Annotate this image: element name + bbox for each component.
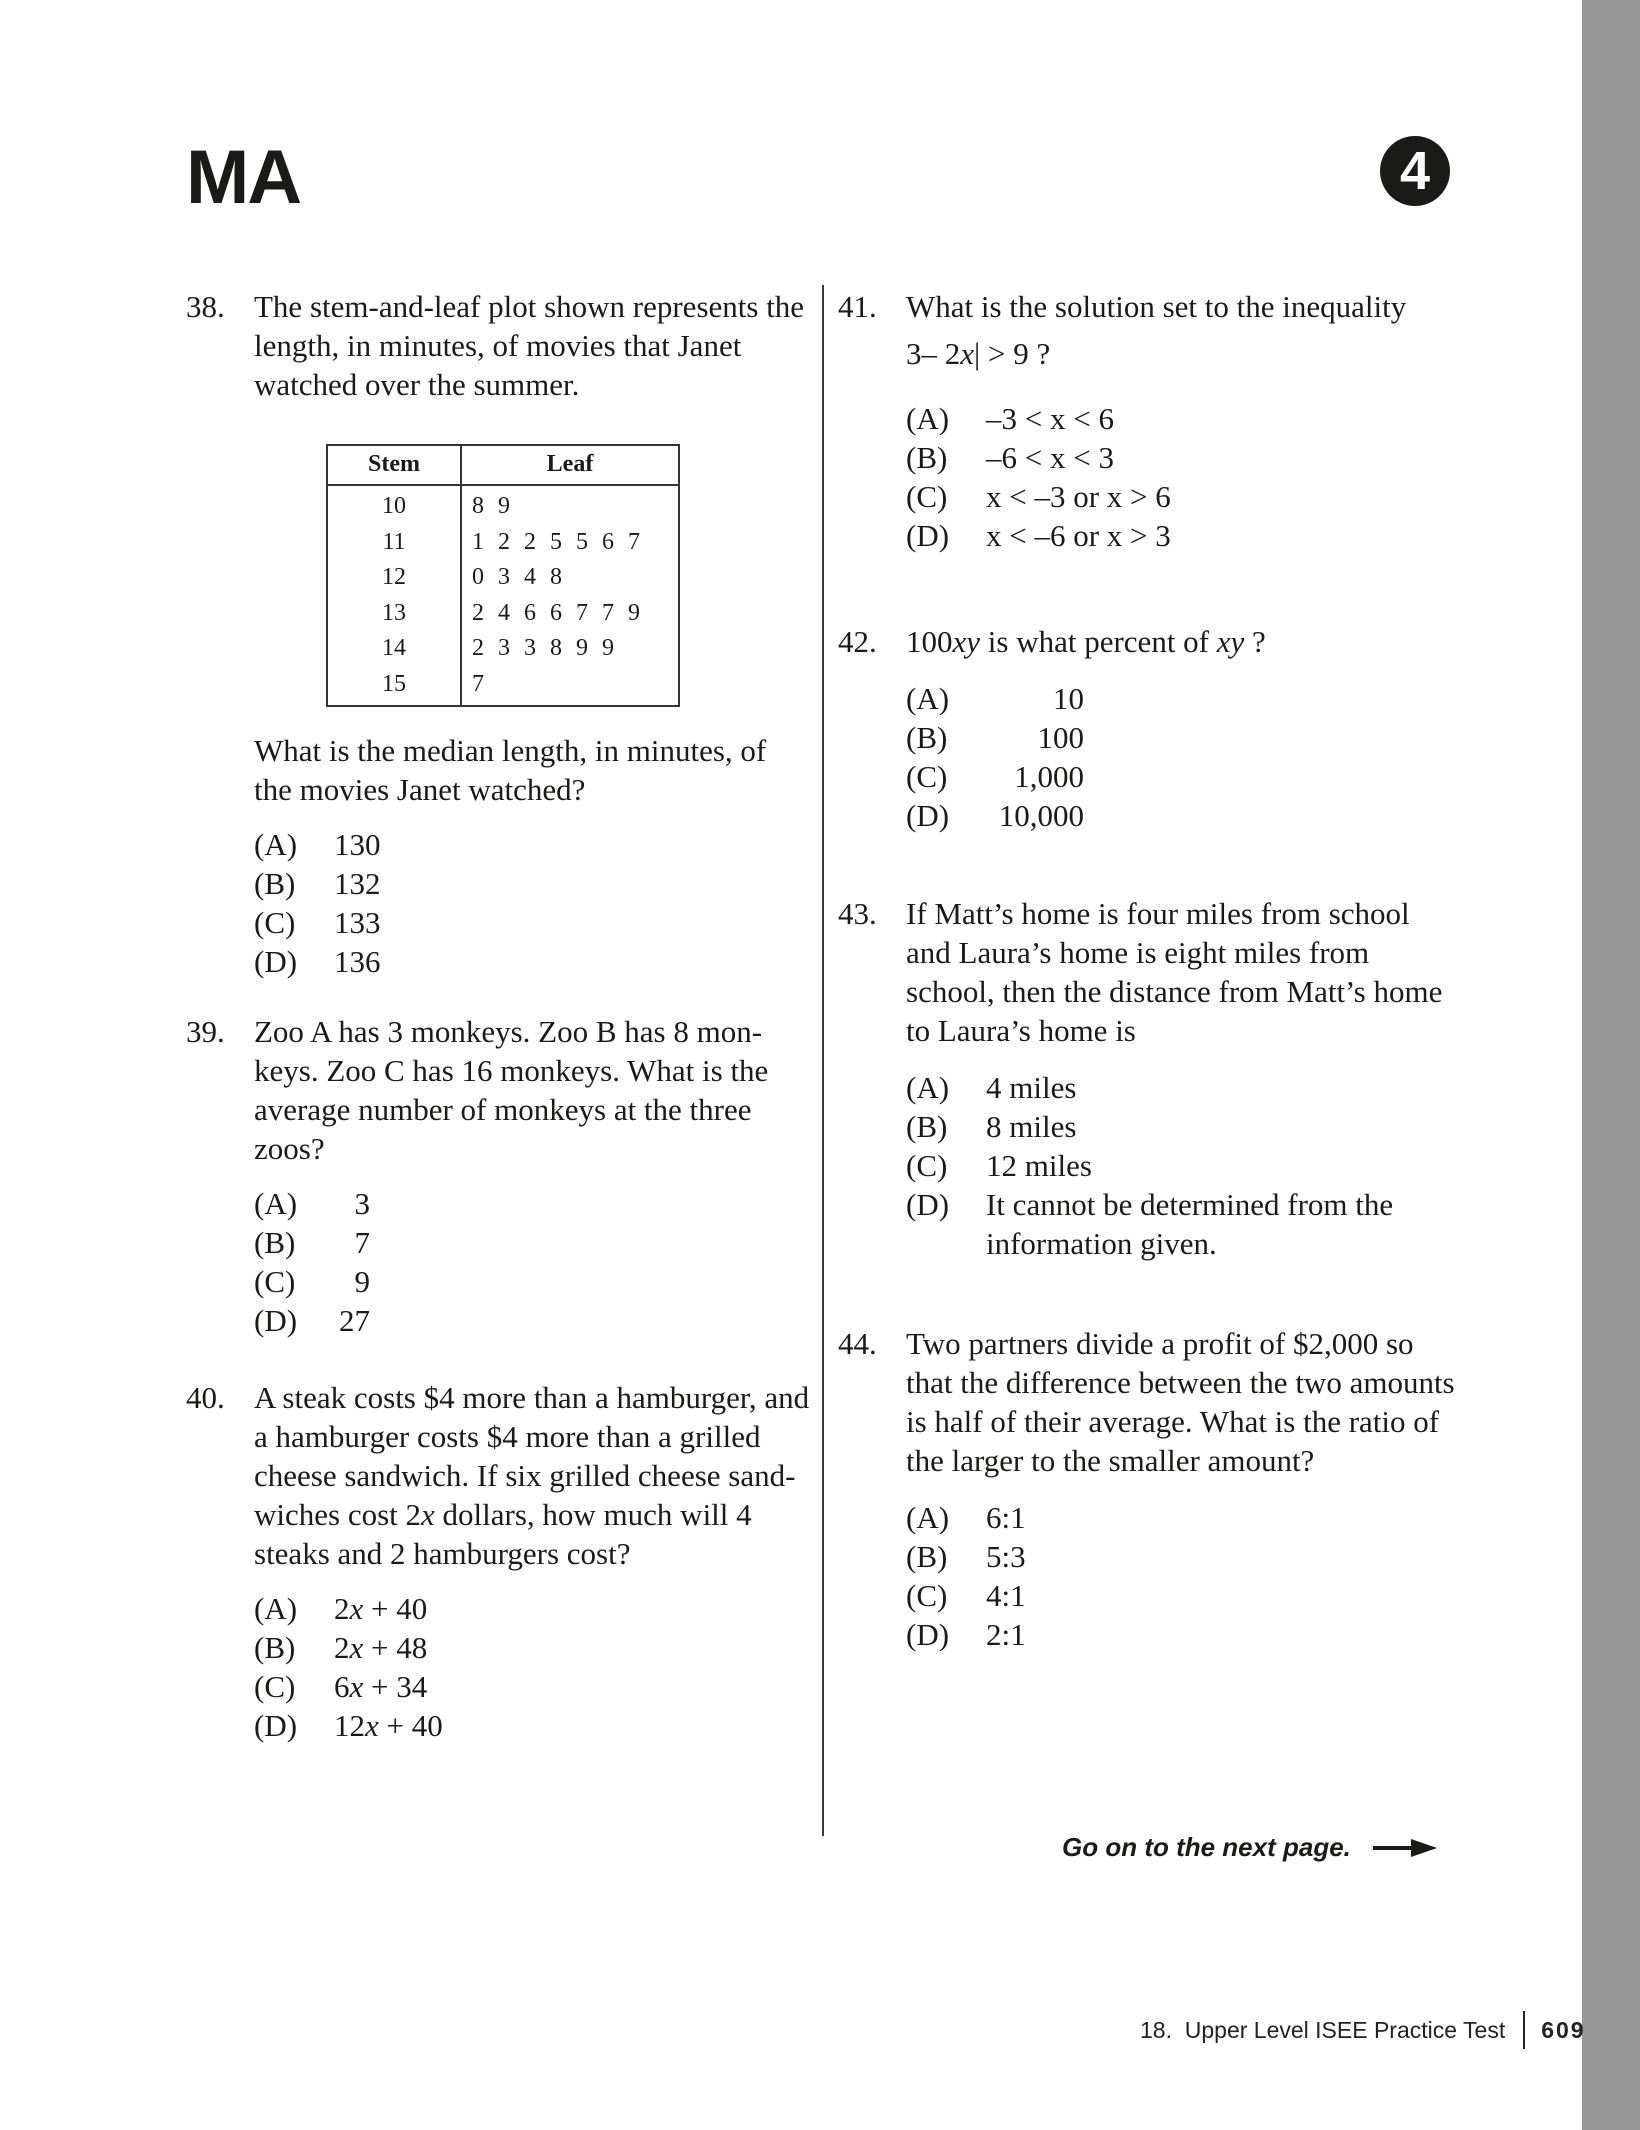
choice-letter: (B) [254,1630,296,1665]
stem-cell: 15 [327,667,461,707]
question-number: 39. [186,1014,225,1049]
choice-letter: (D) [906,518,950,553]
choice-value: –6 < x < 3 [986,440,1114,475]
answer-choices [254,1184,806,1340]
variable: x [349,1669,364,1704]
section-number-badge: 4 [1380,136,1450,206]
choice-value [334,1589,427,1628]
text-segment: ? [1244,624,1266,659]
coefficient: 2 [334,1591,350,1626]
question-number: 38. [186,289,225,324]
leaf-cell: 8 9 [461,485,679,525]
answer-choice-d[interactable] [906,516,1458,555]
stem-cell: 10 [327,485,461,525]
variable: xy [952,624,981,659]
coefficient: 6 [334,1669,350,1704]
choice-letter: (A) [254,1186,298,1221]
constant-term: + 40 [378,1708,443,1743]
question-text [254,1378,826,1573]
variable: x [421,1497,435,1532]
inequality-expression [906,334,1458,373]
question-39 [186,1012,806,1340]
constant-term: + 48 [363,1630,428,1665]
coefficient: 12 [334,1708,365,1743]
choice-value: 10,000 [998,798,1084,833]
question-42 [838,622,1458,835]
choice-letter: (B) [906,1109,948,1144]
answer-choice-a[interactable] [254,825,806,864]
text-segment: dollars, how much will 4 steaks and 2 hamburgers cost? [254,1497,752,1571]
leaf-cell: 0 3 4 8 [461,560,679,596]
choice-letter: (A) [906,1500,950,1535]
question-40 [186,1378,826,1745]
choice-value: 10 [1053,681,1084,716]
answer-choice-d[interactable] [906,1185,1458,1263]
choice-letter: (B) [906,1539,948,1574]
answer-choices [906,1068,1458,1263]
table-row [327,596,679,632]
answer-choices [906,399,1458,555]
choice-letter: (A) [906,681,950,716]
variable: x [365,1708,379,1743]
leaf-cell: 1 2 2 5 5 6 7 [461,525,679,561]
next-page-label: Go on to the next page. [1062,1832,1351,1862]
question-number: 41. [838,289,877,324]
table-row [327,631,679,667]
choice-value: 133 [334,905,381,940]
next-page-prompt[interactable] [1062,1832,1437,1863]
choice-value: It cannot be determined from the information given. [986,1187,1394,1261]
answer-choice-a[interactable] [906,1498,1458,1537]
variable: x [349,1591,364,1626]
question-followup-text: What is the median length, in minutes, of the movies Janet watched? [254,733,767,807]
answer-choice-a[interactable] [906,1068,1458,1107]
section-title: MA [186,135,301,220]
choice-value: x < –6 or x > 3 [986,518,1171,553]
table-row [327,485,679,525]
page-edge-tab [1582,0,1640,2130]
choice-value: 4 miles [986,1070,1077,1105]
table-row [327,525,679,561]
constant-term: + 34 [363,1669,428,1704]
choice-letter: (C) [906,479,948,514]
footer-divider [1523,2011,1525,2049]
answer-choice-a[interactable] [254,1184,806,1223]
answer-choice-c[interactable] [906,1576,1458,1615]
choice-value: 4:1 [986,1578,1026,1613]
constant-term: + 40 [363,1591,428,1626]
answer-choice-b[interactable] [906,718,1458,757]
question-text: If Matt’s home is four miles from school and Laura’s home is eight miles from school, then the distance from Matt’s home to Laura’s home is [906,896,1443,1048]
question-number: 44. [838,1326,877,1361]
arrow-right-icon [1373,1836,1437,1860]
variable: x [960,336,975,371]
answer-choice-c[interactable] [254,1667,826,1706]
choice-letter: (A) [254,1591,298,1626]
answer-choice-a[interactable] [906,399,1458,438]
stem-cell: 14 [327,631,461,667]
answer-choice-d[interactable] [254,1301,806,1340]
choice-value: 12 miles [986,1148,1092,1183]
choice-value: 136 [334,944,381,979]
stem-cell: 11 [327,525,461,561]
leaf-header: Leaf [461,445,679,485]
stem-cell: 13 [327,596,461,632]
question-number: 42. [838,624,877,659]
text-segment: | > 9 ? [974,336,1051,371]
choice-letter: (A) [906,401,950,436]
answer-choice-a[interactable] [254,1589,826,1628]
question-number: 43. [838,896,877,931]
choice-value [334,1628,427,1667]
stem-and-leaf-table [326,444,680,707]
choice-letter: (B) [254,866,296,901]
answer-choice-c[interactable] [906,1146,1458,1185]
choice-letter: (C) [906,759,948,794]
text-segment: 100 [906,624,953,659]
choice-value: 27 [339,1303,370,1338]
question-38 [186,287,806,981]
text-segment: 3– 2 [906,336,961,371]
choice-value [334,1667,427,1706]
choice-value: 100 [1037,720,1084,755]
answer-choices [254,825,806,981]
leaf-cell: 7 [461,667,679,707]
question-text: The stem-and-leaf plot shown represents the length, in minutes, of movies that Janet watched over the summer. [254,289,805,402]
table-row [327,667,679,707]
answer-choice-b[interactable] [906,1107,1458,1146]
choice-value: –3 < x < 6 [986,401,1114,436]
answer-choice-c[interactable] [906,757,1458,796]
answer-choice-c[interactable] [906,477,1458,516]
choice-letter: (A) [254,827,298,862]
page-number: 609 [1541,2016,1586,2043]
answer-choice-d[interactable] [906,1615,1458,1654]
text-segment: is what percent of [980,624,1217,659]
table-row [327,560,679,596]
choice-letter: (D) [906,798,950,833]
answer-choice-c[interactable] [254,903,806,942]
choice-value: 9 [354,1264,370,1299]
question-number: 40. [186,1380,225,1415]
choice-value: 5:3 [986,1539,1026,1574]
coefficient: 2 [334,1630,350,1665]
choice-letter: (B) [906,720,948,755]
choice-letter: (D) [254,1303,298,1338]
question-text: Zoo A has 3 monkeys. Zoo B has 8 mon-keys. Zoo C has 16 monkeys. What is the average number of monkeys at the three zoos? [254,1014,769,1166]
answer-choice-d[interactable] [254,1706,826,1745]
choice-letter: (D) [254,944,298,979]
answer-choice-b[interactable] [906,438,1458,477]
choice-value: 6:1 [986,1500,1026,1535]
variable: x [349,1630,364,1665]
choice-value: x < –3 or x > 6 [986,479,1171,514]
leaf-cell: 2 3 3 8 9 9 [461,631,679,667]
variable: xy [1216,624,1245,659]
choice-letter: (C) [254,1669,296,1704]
choice-value: 3 [354,1186,370,1221]
choice-value: 130 [334,827,381,862]
stem-header: Stem [327,445,461,485]
choice-letter: (D) [906,1617,950,1652]
answer-choice-d[interactable] [254,942,806,981]
answer-choice-b[interactable] [254,864,806,903]
question-text: What is the solution set to the inequality [906,289,1407,324]
answer-choices [906,1498,1458,1654]
text-segment: A steak costs $4 more than a hamburger, and a hamburger costs $4 more than a grilled cheese sandwich. If six grilled cheese sand-wiches cost 2 [254,1380,810,1532]
choice-value: 8 miles [986,1109,1077,1144]
choice-letter: (C) [906,1148,948,1183]
page-footer [1140,2010,1586,2050]
answer-choices [906,679,1458,835]
choice-letter: (A) [906,1070,950,1105]
answer-choice-b[interactable] [906,1537,1458,1576]
leaf-cell: 2 4 6 6 7 7 9 [461,596,679,632]
question-43 [838,894,1458,1263]
answer-choice-b[interactable] [254,1628,826,1667]
answer-choice-a[interactable] [906,679,1458,718]
choice-value: 7 [354,1225,370,1260]
chapter-title: 18. Upper Level ISEE Practice Test [1140,2016,1506,2043]
answer-choice-c[interactable] [254,1262,806,1301]
choice-letter: (C) [906,1578,948,1613]
choice-value: 132 [334,866,381,901]
answer-choice-b[interactable] [254,1223,806,1262]
choice-letter: (D) [906,1187,950,1222]
choice-letter: (C) [254,1264,296,1299]
answer-choices [254,1589,826,1745]
question-41 [838,287,1458,555]
choice-value: 2:1 [986,1617,1026,1652]
choice-letter: (B) [254,1225,296,1260]
choice-letter: (D) [254,1708,298,1743]
stem-cell: 12 [327,560,461,596]
question-text [906,622,1458,661]
choice-letter: (B) [906,440,948,475]
question-44 [838,1324,1458,1654]
choice-value: 1,000 [1014,759,1084,794]
answer-choice-d[interactable] [906,796,1458,835]
choice-value [334,1706,443,1745]
question-text: Two partners divide a profit of $2,000 so that the difference between the two amounts is half of their average. What is the ratio of the larger to the smaller amount? [906,1326,1455,1478]
choice-letter: (C) [254,905,296,940]
